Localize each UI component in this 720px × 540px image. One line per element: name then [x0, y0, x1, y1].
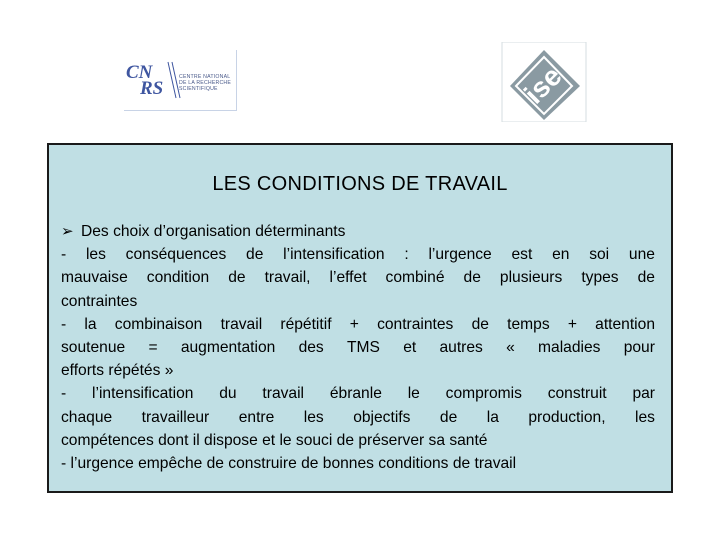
body-line: soutenue = augmentation des TMS et autres « maladies pour: [61, 339, 655, 357]
cnrs-logo: [124, 50, 237, 111]
cnrs-line-3: SCIENTIFIQUE: [179, 86, 218, 92]
body-line: contraintes: [61, 292, 138, 310]
body-line: - la combinaison travail répétitif + contraintes de temps + attention: [61, 315, 655, 333]
ise-logo-text: ise: [518, 60, 568, 110]
body-line: - les conséquences de l’intensification : l’urgence est en soi une: [61, 246, 655, 264]
cnrs-wordmark: [179, 74, 239, 92]
arrow-bullet-icon: ➢: [61, 223, 74, 240]
body-line: - l’intensification du travail ébranle le compromis construit par: [61, 385, 655, 403]
slide-body: [61, 220, 655, 475]
content-box: [47, 143, 673, 493]
body-line: compétences dont il dispose et le souci de préserver sa santé: [61, 431, 488, 449]
body-line: - l’urgence empêche de construire de bonnes conditions de travail: [61, 455, 517, 473]
subheading: Des choix d’organisation déterminants: [81, 223, 346, 240]
svg-text:CN: CN: [126, 62, 153, 83]
ise-logo: [500, 42, 588, 122]
body-line: mauvaise condition de travail, l’effet combiné de plusieurs types de: [61, 269, 655, 287]
svg-text:RS: RS: [140, 78, 164, 99]
slide-title: LES CONDITIONS DE TRAVAIL: [212, 173, 508, 195]
cnrs-line-2: DE LA RECHERCHE: [179, 80, 232, 86]
body-line: efforts répétés »: [61, 362, 174, 380]
body-line: chaque travailleur entre les objectifs de la production, les: [61, 408, 655, 426]
cnrs-line-1: CENTRE NATIONAL: [179, 74, 231, 80]
subheading-row: [61, 220, 655, 243]
